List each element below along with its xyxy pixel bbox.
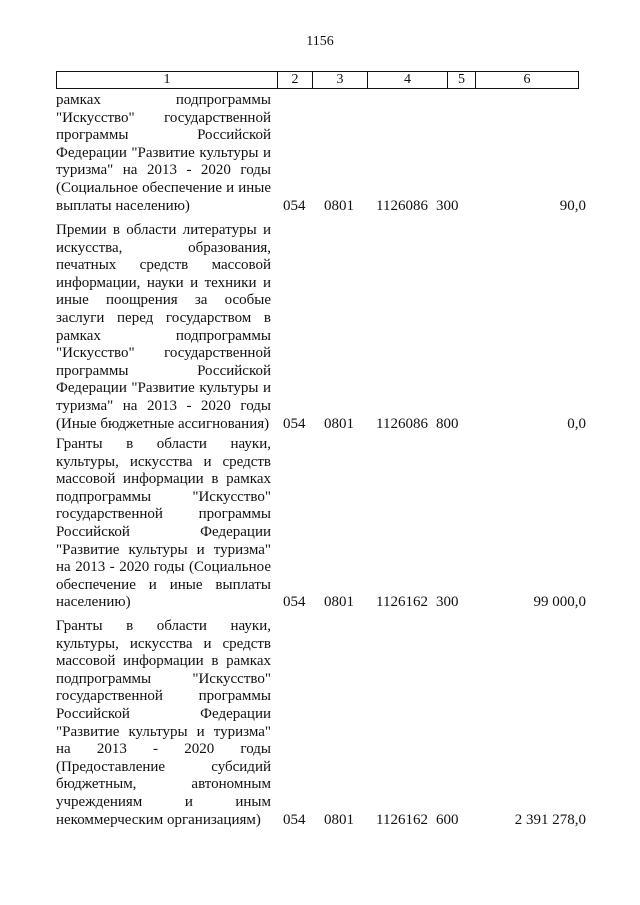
table-header bbox=[56, 71, 579, 89]
description-line: бюджетным, автономным bbox=[56, 776, 271, 793]
column-header-4: 4 bbox=[368, 72, 448, 88]
section-code: 0801 bbox=[324, 811, 354, 828]
description-line: Премии в области литературы и bbox=[56, 222, 271, 238]
description-line: Гранты в области науки, bbox=[56, 618, 271, 634]
dept-code: 054 bbox=[283, 594, 306, 611]
column-header-1: 1 bbox=[57, 72, 278, 88]
description-line: (Предоставление субсидий bbox=[56, 758, 271, 775]
description-line: "Развитие культуры и туризма" bbox=[56, 723, 271, 740]
description-line: культуры, искусства и средств bbox=[56, 635, 271, 652]
table-row bbox=[56, 222, 586, 433]
page-number: 1156 bbox=[306, 34, 334, 49]
description-line: массовой информации в рамках bbox=[56, 471, 271, 488]
row-description bbox=[56, 222, 271, 433]
description-line: искусства, образования, bbox=[56, 239, 271, 256]
expense-type-code: 300 bbox=[436, 594, 459, 611]
column-header-5: 5 bbox=[448, 72, 476, 88]
expense-type-code: 300 bbox=[436, 197, 459, 214]
description-line: на 2013 - 2020 годы (Социальное bbox=[56, 559, 271, 576]
section-code: 0801 bbox=[324, 415, 354, 432]
column-header-6: 6 bbox=[523, 72, 531, 87]
dept-code: 054 bbox=[283, 811, 306, 828]
description-line: государственной программы bbox=[56, 506, 271, 523]
expense-type-code: 800 bbox=[436, 415, 459, 432]
target-code: 1126086 bbox=[376, 197, 428, 214]
description-line: "Искусство" государственной bbox=[56, 109, 271, 126]
description-line: рамках подпрограммы bbox=[56, 92, 271, 108]
description-line: туризма" на 2013 - 2020 годы bbox=[56, 397, 271, 414]
description-line: "Развитие культуры и туризма" bbox=[56, 541, 271, 558]
table-row bbox=[56, 436, 586, 612]
table-row bbox=[56, 92, 586, 215]
description-line: подпрограммы "Искусство" bbox=[56, 488, 271, 505]
description-line: массовой информации в рамках bbox=[56, 653, 271, 670]
description-line: информации, науки и техники и bbox=[56, 274, 271, 291]
table-row bbox=[56, 618, 586, 829]
column-header-3: 3 bbox=[313, 72, 368, 88]
description-line: населению) bbox=[56, 594, 131, 611]
description-line: Российской Федерации bbox=[56, 523, 271, 540]
description-line: печатных средств массовой bbox=[56, 257, 271, 274]
target-code: 1126086 bbox=[376, 415, 428, 432]
description-line: на 2013 - 2020 годы bbox=[56, 741, 271, 758]
row-description bbox=[56, 618, 271, 829]
description-line: (Иные бюджетные ассигнования) bbox=[56, 415, 270, 432]
description-line: выплаты населению) bbox=[56, 197, 190, 214]
description-line: подпрограммы "Искусство" bbox=[56, 670, 271, 687]
column-header-2: 2 bbox=[278, 72, 313, 88]
target-code: 1126162 bbox=[376, 594, 428, 611]
description-line: туризма" на 2013 - 2020 годы bbox=[56, 162, 271, 179]
amount: 2 391 278,0 bbox=[514, 811, 586, 828]
description-line: иные поощрения за особые bbox=[56, 292, 271, 309]
amount: 99 000,0 bbox=[533, 594, 586, 611]
section-code: 0801 bbox=[324, 197, 354, 214]
description-line: программы Российской bbox=[56, 362, 271, 379]
row-codes bbox=[56, 811, 586, 829]
target-code: 1126162 bbox=[376, 811, 428, 828]
row-codes bbox=[56, 415, 586, 433]
dept-code: 054 bbox=[283, 197, 306, 214]
description-line: государственной программы bbox=[56, 688, 271, 705]
section-code: 0801 bbox=[324, 594, 354, 611]
description-line: Федерации "Развитие культуры и bbox=[56, 380, 271, 397]
row-codes bbox=[56, 197, 586, 215]
row-description bbox=[56, 436, 271, 612]
description-line: некоммерческим организациям) bbox=[56, 811, 261, 828]
expense-type-code: 600 bbox=[436, 811, 459, 828]
amount: 90,0 bbox=[559, 197, 586, 214]
description-line: Федерации "Развитие культуры и bbox=[56, 144, 271, 161]
description-line: обеспечение и иные выплаты bbox=[56, 576, 271, 593]
amount: 0,0 bbox=[567, 415, 586, 432]
description-line: Гранты в области науки, bbox=[56, 436, 271, 452]
description-line: культуры, искусства и средств bbox=[56, 453, 271, 470]
description-line: (Социальное обеспечение и иные bbox=[56, 179, 271, 196]
description-line: рамках подпрограммы bbox=[56, 327, 271, 344]
description-line: учреждениям и иным bbox=[56, 793, 271, 810]
description-line: "Искусство" государственной bbox=[56, 345, 271, 362]
dept-code: 054 bbox=[283, 415, 306, 432]
description-line: Российской Федерации bbox=[56, 705, 271, 722]
row-codes bbox=[56, 594, 586, 612]
description-line: заслуги перед государством в bbox=[56, 309, 271, 326]
description-line: программы Российской bbox=[56, 127, 271, 144]
